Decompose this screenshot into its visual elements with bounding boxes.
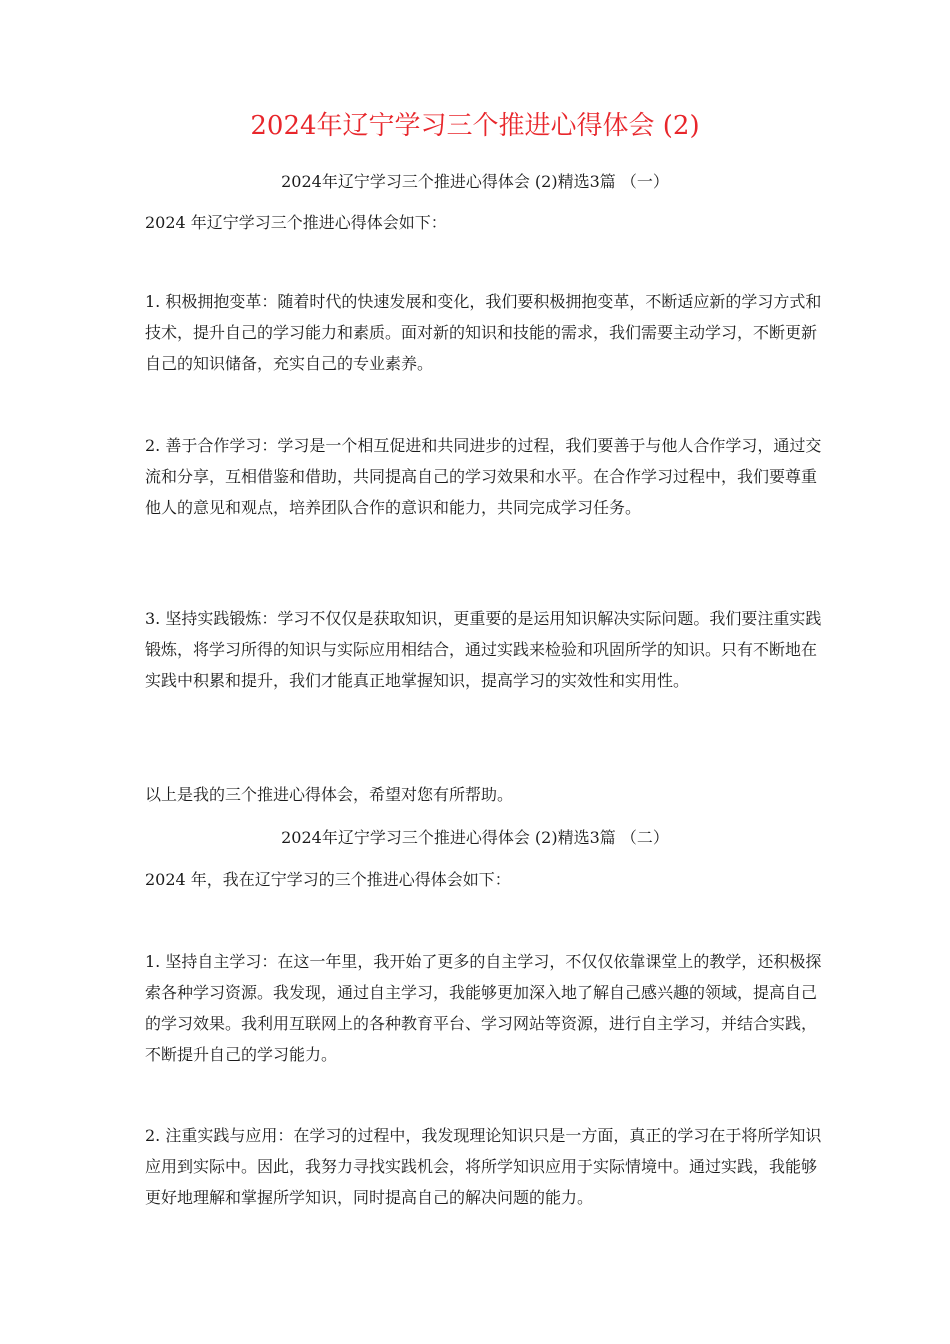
document-title: 2024年辽宁学习三个推进心得体会 (2) [250, 111, 700, 141]
section-2-item-2: 2. 注重实践与应用：在学习的过程中，我发现理论知识只是一方面，真正的学习在于将所学知识应用到实际中。因此，我努力寻找实践机会，将所学知识应用于实际情境中。通过实践，我能够更好地理解和掌握所学知识，同时提高自己的解决问题的能力。 [145, 1126, 822, 1207]
section-1-intro: 2024 年辽宁学习三个推进心得体会如下： [145, 213, 447, 232]
section-2-item-1: 1. 坚持自主学习：在这一年里，我开始了更多的自主学习，不仅仅依靠课堂上的教学，还积极探索各种学习资源。我发现，通过自主学习，我能够更加深入地了解自己感兴趣的领域，提高自己的学习效果。我利用互联网上的各种教育平台、学习网站等资源，进行自主学习，并结合实践，不断提升自己的学习能力。 [145, 952, 822, 1064]
section-1-heading: 2024年辽宁学习三个推进心得体会 (2)精选3篇 （一） [281, 172, 669, 191]
section-1-item-2: 2. 善于合作学习：学习是一个相互促进和共同进步的过程，我们要善于与他人合作学习，通过交流和分享，互相借鉴和借助，共同提高自己的学习效果和水平。在合作学习过程中，我们要尊重他人的意见和观点，培养团队合作的意识和能力，共同完成学习任务。 [145, 436, 822, 517]
section-1-item-3: 3. 坚持实践锻炼：学习不仅仅是获取知识，更重要的是运用知识解决实际问题。我们要注重实践锻炼，将学习所得的知识与实际应用相结合，通过实践来检验和巩固所学的知识。只有不断地在实践中积累和提升，我们才能真正地掌握知识，提高学习的实效性和实用性。 [145, 609, 822, 690]
section-2-heading: 2024年辽宁学习三个推进心得体会 (2)精选3篇 （二） [281, 828, 669, 847]
section-1-item-1: 1. 积极拥抱变革：随着时代的快速发展和变化，我们要积极拥抱变革，不断适应新的学习方式和技术，提升自己的学习能力和素质。面对新的知识和技能的需求，我们需要主动学习，不断更新自己的知识储备，充实自己的专业素养。 [145, 292, 822, 373]
section-2-intro: 2024 年，我在辽宁学习的三个推进心得体会如下： [145, 870, 511, 889]
section-1-closing: 以上是我的三个推进心得体会，希望对您有所帮助。 [145, 785, 514, 804]
